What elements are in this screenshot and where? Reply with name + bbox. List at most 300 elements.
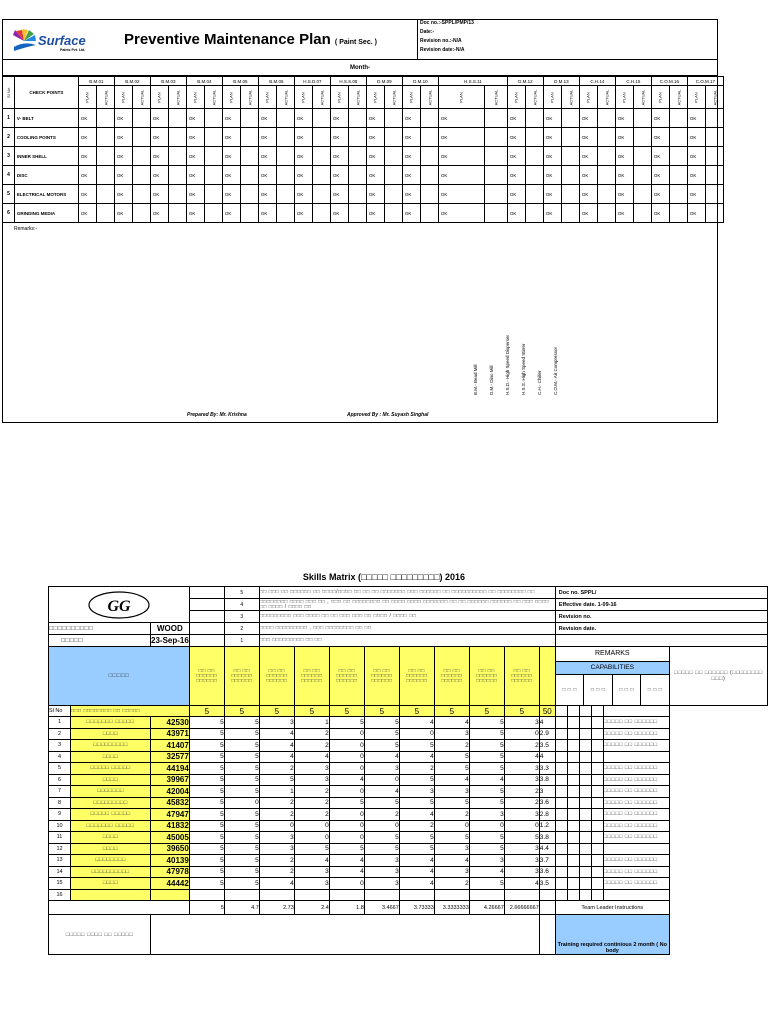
actual-cell	[669, 185, 687, 204]
skill-score: 5	[434, 832, 469, 844]
skill-score: 5	[189, 878, 224, 890]
remark-col-header: □□□□□ □□ □□□□□□ (□□□□□□□□ □□□)	[669, 647, 767, 706]
actual-header: ACTUAL	[348, 86, 366, 109]
plan-cell: OK	[78, 166, 96, 185]
skill-score: 2	[364, 809, 399, 821]
employee-name: □□□□	[71, 878, 151, 890]
plan-cell: OK	[366, 147, 384, 166]
skill-score: 1	[294, 717, 329, 729]
actual-cell	[276, 185, 294, 204]
plan-cell: OK	[615, 166, 633, 185]
plan-cell: OK	[687, 166, 705, 185]
bottom-label: □□□□□ □□□□ □□ □□□□□	[49, 915, 151, 955]
plan-cell: OK	[543, 147, 561, 166]
plan-cell: OK	[366, 185, 384, 204]
plan-header: PLAN	[114, 86, 132, 109]
cap-cell	[579, 717, 591, 729]
plan-cell: OK	[543, 128, 561, 147]
plan-cell: OK	[222, 166, 240, 185]
pm-remarks: Remarks:-	[14, 226, 38, 232]
target-cell: 5	[504, 706, 539, 717]
skill-score: 5	[399, 774, 434, 786]
skill-header: □□ □□ □□□□□□ □□□□□□	[469, 647, 504, 706]
skill-score: 2	[259, 866, 294, 878]
actual-header: ACTUAL	[705, 86, 723, 109]
employee-remark	[603, 843, 669, 855]
cap-cell	[567, 763, 579, 775]
cap-cell	[591, 889, 603, 901]
actual-header: ACTUAL	[96, 86, 114, 109]
actual-cell	[312, 109, 330, 128]
actual-cell	[132, 204, 150, 223]
skill-score: 4	[259, 878, 294, 890]
plan-cell: OK	[507, 204, 525, 223]
plan-cell: OK	[402, 166, 420, 185]
cap-cell	[567, 832, 579, 844]
skill-score: 2	[434, 809, 469, 821]
cap-cell	[591, 866, 603, 878]
row-no: 2	[3, 128, 15, 147]
avg-score: 3.8	[539, 774, 555, 786]
skill-score: 4	[469, 774, 504, 786]
skill-score: 5	[364, 717, 399, 729]
checkpoint-name: V- BELT	[14, 109, 78, 128]
skill-score: 5	[364, 832, 399, 844]
plan-cell: OK	[114, 147, 132, 166]
skill-score: 0	[504, 728, 539, 740]
blank-cell	[603, 706, 669, 717]
employee-sn: 13	[49, 855, 71, 867]
employee-sn: 2	[49, 728, 71, 740]
actual-cell	[705, 128, 723, 147]
plan-cell: OK	[507, 109, 525, 128]
cap-cell	[591, 797, 603, 809]
row-no: 6	[3, 204, 15, 223]
actual-cell	[561, 185, 579, 204]
cap-cell	[579, 797, 591, 809]
actual-cell	[168, 109, 186, 128]
actual-cell	[633, 109, 651, 128]
actual-cell	[561, 147, 579, 166]
employee-code	[151, 889, 190, 901]
skill-score: 2	[434, 878, 469, 890]
skill-score: 5	[189, 728, 224, 740]
cap-cell	[567, 740, 579, 752]
actual-cell	[705, 109, 723, 128]
actual-cell	[597, 128, 615, 147]
training-note: Training required continious 2 month ( No body	[555, 915, 669, 955]
plan-cell: OK	[114, 204, 132, 223]
plan-cell: OK	[687, 109, 705, 128]
level-text: □□□ □□□□□□□□□ □□ □□	[259, 635, 555, 647]
plan-cell: OK	[651, 204, 669, 223]
actual-header: ACTUAL	[597, 86, 615, 109]
employee-sn: 5	[49, 763, 71, 775]
skill-score: 4	[259, 751, 294, 763]
employee-sn: 12	[49, 843, 71, 855]
actual-cell	[525, 166, 543, 185]
skill-score: 5	[224, 717, 259, 729]
employee-sn: 1	[49, 717, 71, 729]
actual-cell	[561, 204, 579, 223]
skill-score: 2	[434, 740, 469, 752]
actual-header: ACTUAL	[484, 86, 507, 109]
cap-cell	[555, 832, 567, 844]
cap-cell	[579, 832, 591, 844]
actual-cell	[484, 166, 507, 185]
actual-cell	[132, 109, 150, 128]
cap-cell	[579, 855, 591, 867]
actual-cell	[276, 128, 294, 147]
cap-cell	[591, 843, 603, 855]
employee-code: 44194	[151, 763, 190, 775]
actual-cell	[525, 204, 543, 223]
employee-sn: 16	[49, 889, 71, 901]
cap-cell	[579, 774, 591, 786]
target-cell: 5	[399, 706, 434, 717]
machine-header: B.M.01	[78, 77, 114, 86]
target-cell: 50	[539, 706, 555, 717]
cap-cell	[567, 889, 579, 901]
blank-cell	[189, 635, 224, 647]
actual-cell	[96, 109, 114, 128]
plan-cell: OK	[543, 166, 561, 185]
plan-header: PLAN	[507, 86, 525, 109]
skill-score: 2	[399, 763, 434, 775]
level-no: 2	[224, 623, 259, 635]
cap-col: □ □ □	[647, 686, 663, 693]
skill-score: 0	[294, 832, 329, 844]
skill-score: 5	[189, 832, 224, 844]
plan-cell: OK	[258, 204, 276, 223]
plan-cell: OK	[507, 147, 525, 166]
skill-score: 5	[224, 855, 259, 867]
cap-cell	[555, 889, 567, 901]
plan-cell: OK	[114, 109, 132, 128]
dept-label: □□□□□□□□□□	[49, 623, 151, 635]
avg-score: 2.8	[539, 809, 555, 821]
doc-date: Date:-	[420, 29, 435, 35]
plan-cell: OK	[150, 204, 168, 223]
plan-cell: OK	[402, 147, 420, 166]
skill-header: □□ □□ □□□□□□ □□□□□□	[364, 647, 399, 706]
employee-name: □□□□□□□□□	[71, 740, 151, 752]
cap-cell	[591, 728, 603, 740]
plan-cell: OK	[687, 204, 705, 223]
plan-cell: OK	[258, 109, 276, 128]
actual-cell	[168, 128, 186, 147]
name-label: □□□ □□□□□□□□ □□ □□□□□	[71, 706, 190, 717]
plan-cell: OK	[402, 185, 420, 204]
skill-score: 5	[189, 774, 224, 786]
actual-cell	[204, 109, 222, 128]
sno-label: Sl No	[49, 706, 71, 717]
machine-header: H.S.S.08	[330, 77, 366, 86]
skill-score: 5	[224, 832, 259, 844]
plan-cell: OK	[615, 147, 633, 166]
cap-cell	[555, 740, 567, 752]
machine-header: B.M.04	[186, 77, 222, 86]
skill-score: 4	[434, 855, 469, 867]
cap-cell	[579, 820, 591, 832]
skill-score: 3	[399, 786, 434, 798]
cap-cell	[555, 797, 567, 809]
skill-score: 3	[294, 774, 329, 786]
skill-score: 3	[504, 774, 539, 786]
actual-header: ACTUAL	[312, 86, 330, 109]
skill-score: 4	[434, 774, 469, 786]
employee-remark: □□□□□ □□ □□□□□□	[603, 763, 669, 775]
cap-cell	[555, 878, 567, 890]
skill-score: 4	[364, 751, 399, 763]
employee-remark	[603, 751, 669, 763]
skill-score: 5	[469, 751, 504, 763]
skill-score: 2	[294, 728, 329, 740]
employee-name: □□□□□□□ □□□□□	[71, 717, 151, 729]
skill-score: 0	[329, 786, 364, 798]
plan-cell: OK	[651, 147, 669, 166]
plan-cell: OK	[438, 185, 484, 204]
avg-score: 4	[539, 751, 555, 763]
avg-score: 4	[539, 717, 555, 729]
cap-cell	[591, 751, 603, 763]
checkpoint-name: COOLING POINTS	[14, 128, 78, 147]
skill-score: 0	[329, 820, 364, 832]
actual-cell	[240, 166, 258, 185]
actual-cell	[204, 185, 222, 204]
plan-cell: OK	[294, 204, 312, 223]
actual-cell	[348, 109, 366, 128]
machine-header: B.M.02	[114, 77, 150, 86]
row-no: 4	[3, 166, 15, 185]
actual-cell	[276, 166, 294, 185]
plan-cell: OK	[222, 109, 240, 128]
actual-cell	[348, 128, 366, 147]
plan-cell: OK	[78, 128, 96, 147]
plan-cell: OK	[579, 109, 597, 128]
plan-cell: OK	[615, 204, 633, 223]
actual-cell	[348, 185, 366, 204]
skill-score: 4	[329, 855, 364, 867]
employee-name	[71, 889, 151, 901]
average-cell: 3.73333	[399, 901, 434, 915]
employee-sn: 10	[49, 820, 71, 832]
skill-score: 4	[399, 855, 434, 867]
employee-sn: 7	[49, 786, 71, 798]
month-row: Month-	[2, 60, 718, 76]
plan-cell: OK	[615, 185, 633, 204]
machine-header: D.M.12	[507, 77, 543, 86]
cap-cell	[555, 717, 567, 729]
checkpoint-name: INNER SHELL	[14, 147, 78, 166]
sm-doc-info: Effective date. 1-09-16	[555, 599, 767, 611]
actual-cell	[384, 109, 402, 128]
blank-cell	[189, 611, 224, 623]
skill-score: 5	[364, 740, 399, 752]
prepared-by: Prepared By: Mr. Krishna	[187, 412, 247, 418]
cap-cell	[591, 774, 603, 786]
avg-score: 3.5	[539, 878, 555, 890]
cap-cell	[579, 740, 591, 752]
skill-score: 0	[399, 728, 434, 740]
plan-header: PLAN	[651, 86, 669, 109]
employee-remark	[603, 889, 669, 901]
skill-score: 5	[469, 797, 504, 809]
plan-header: PLAN	[366, 86, 384, 109]
pm-table	[2, 76, 724, 223]
actual-cell	[132, 128, 150, 147]
plan-cell: OK	[687, 128, 705, 147]
cap-cell	[579, 786, 591, 798]
remarks-block	[555, 647, 669, 706]
plan-cell: OK	[330, 128, 348, 147]
skill-score: 3	[504, 843, 539, 855]
plan-cell: OK	[186, 128, 204, 147]
cap-cell	[567, 878, 579, 890]
plan-cell: OK	[78, 109, 96, 128]
employee-name: □□□□□□□	[71, 786, 151, 798]
row-no: 1	[3, 109, 15, 128]
skill-score: 4	[504, 751, 539, 763]
skill-score: 5	[189, 843, 224, 855]
skill-score: 5	[434, 763, 469, 775]
actual-cell	[348, 147, 366, 166]
actual-header: ACTUAL	[420, 86, 438, 109]
skill-score: 4	[329, 866, 364, 878]
employee-sn: 14	[49, 866, 71, 878]
skill-score	[364, 889, 399, 901]
sm-doc-info: Doc no. SPPL/	[555, 587, 767, 599]
plan-cell: OK	[330, 204, 348, 223]
approved-by: Approved By : Mr. Suyash Singhal	[347, 412, 429, 418]
average-cell: 2.4	[294, 901, 329, 915]
actual-cell	[633, 185, 651, 204]
employee-remark: □□□□□ □□ □□□□□□	[603, 820, 669, 832]
cap-cell	[591, 763, 603, 775]
cap-cell	[567, 855, 579, 867]
plan-cell: OK	[579, 166, 597, 185]
skill-score: 5	[434, 797, 469, 809]
avg-score: 3.6	[539, 866, 555, 878]
average-cell: 2.66666667	[504, 901, 539, 915]
skill-score: 3	[434, 843, 469, 855]
skill-header	[539, 647, 555, 706]
level-text: □□□□□□□□ □□□□ □□□ □□ , □□□ □□ □□□□□□□□ □□ □□□□ □□□□ □□□□□□□ □□ □□ □□□□□□ □□□□□□ □□ □□□ □□□□ □□ □□□□ / □□□□ □□	[259, 599, 555, 611]
avg-score: 3.7	[539, 855, 555, 867]
plan-cell: OK	[186, 109, 204, 128]
blank-cell	[591, 706, 603, 717]
actual-cell	[420, 166, 438, 185]
plan-cell: OK	[222, 128, 240, 147]
machine-header: D.M.13	[543, 77, 579, 86]
skill-score: 4	[294, 855, 329, 867]
skill-score: 3	[469, 855, 504, 867]
actual-cell	[420, 128, 438, 147]
skills-matrix-title: Skills Matrix (□□□□□ □□□□□□□□□) 2016	[302, 572, 466, 582]
cap-cell	[591, 786, 603, 798]
skill-score: 3	[259, 832, 294, 844]
cap-cell	[567, 797, 579, 809]
actual-cell	[240, 204, 258, 223]
plan-cell: OK	[438, 147, 484, 166]
plan-cell: OK	[114, 185, 132, 204]
skill-score: 4	[434, 717, 469, 729]
actual-cell	[168, 185, 186, 204]
employee-name: □□□□	[71, 728, 151, 740]
actual-cell	[525, 109, 543, 128]
skill-score: 5	[189, 820, 224, 832]
skill-score: 2	[504, 740, 539, 752]
actual-cell	[669, 166, 687, 185]
skill-score: 5	[224, 878, 259, 890]
employee-code: 43971	[151, 728, 190, 740]
checkpoints-header: CHECK POINTS	[14, 77, 78, 109]
blank-cell	[539, 915, 555, 955]
employee-remark: □□□□□ □□ □□□□□□	[603, 774, 669, 786]
plan-cell: OK	[258, 185, 276, 204]
plan-header: PLAN	[543, 86, 561, 109]
date-value: 23-Sep-16	[151, 636, 189, 645]
cap-cell	[555, 866, 567, 878]
machine-header: D.M.09	[366, 77, 402, 86]
cap-col: □ □ □	[613, 675, 642, 705]
level-no: 4	[224, 599, 259, 611]
skill-score: 5	[224, 774, 259, 786]
skill-score: 2	[504, 786, 539, 798]
skills-matrix-table	[48, 586, 768, 955]
plan-cell: OK	[366, 109, 384, 128]
plan-cell: OK	[651, 128, 669, 147]
skill-score: 3	[469, 809, 504, 821]
cap-cell	[591, 740, 603, 752]
legend-item: H.S.D.- High Speed Disperser	[505, 334, 510, 395]
actual-cell	[240, 147, 258, 166]
employee-code: 47947	[151, 809, 190, 821]
blank-cell	[49, 901, 190, 915]
actual-cell	[633, 128, 651, 147]
plan-cell: OK	[543, 109, 561, 128]
actual-cell	[384, 128, 402, 147]
employee-code: 39967	[151, 774, 190, 786]
machine-header: C.O.M.16	[651, 77, 687, 86]
employee-name: □□□□□ □□□□□	[71, 809, 151, 821]
row-no: 3	[3, 147, 15, 166]
plan-cell: OK	[507, 128, 525, 147]
plan-cell: OK	[579, 204, 597, 223]
skill-score: 5	[224, 740, 259, 752]
actual-cell	[96, 147, 114, 166]
actual-header: ACTUAL	[276, 86, 294, 109]
skill-score: 0	[259, 820, 294, 832]
skill-score: 2	[294, 797, 329, 809]
skill-score: 5	[259, 774, 294, 786]
average-cell: 4.7	[224, 901, 259, 915]
actual-cell	[240, 109, 258, 128]
plan-cell: OK	[651, 185, 669, 204]
employee-remark: □□□□□ □□ □□□□□□	[603, 786, 669, 798]
plan-cell: OK	[579, 147, 597, 166]
employee-name: □□□□□□□□	[71, 855, 151, 867]
employee-sn: 11	[49, 832, 71, 844]
skill-score: 0	[364, 774, 399, 786]
actual-cell	[132, 185, 150, 204]
employee-name: □□□□	[71, 774, 151, 786]
dept-value: WOOD	[151, 623, 190, 635]
plan-cell: OK	[615, 128, 633, 147]
plan-cell: OK	[579, 185, 597, 204]
skill-score	[434, 889, 469, 901]
plan-cell: OK	[294, 147, 312, 166]
